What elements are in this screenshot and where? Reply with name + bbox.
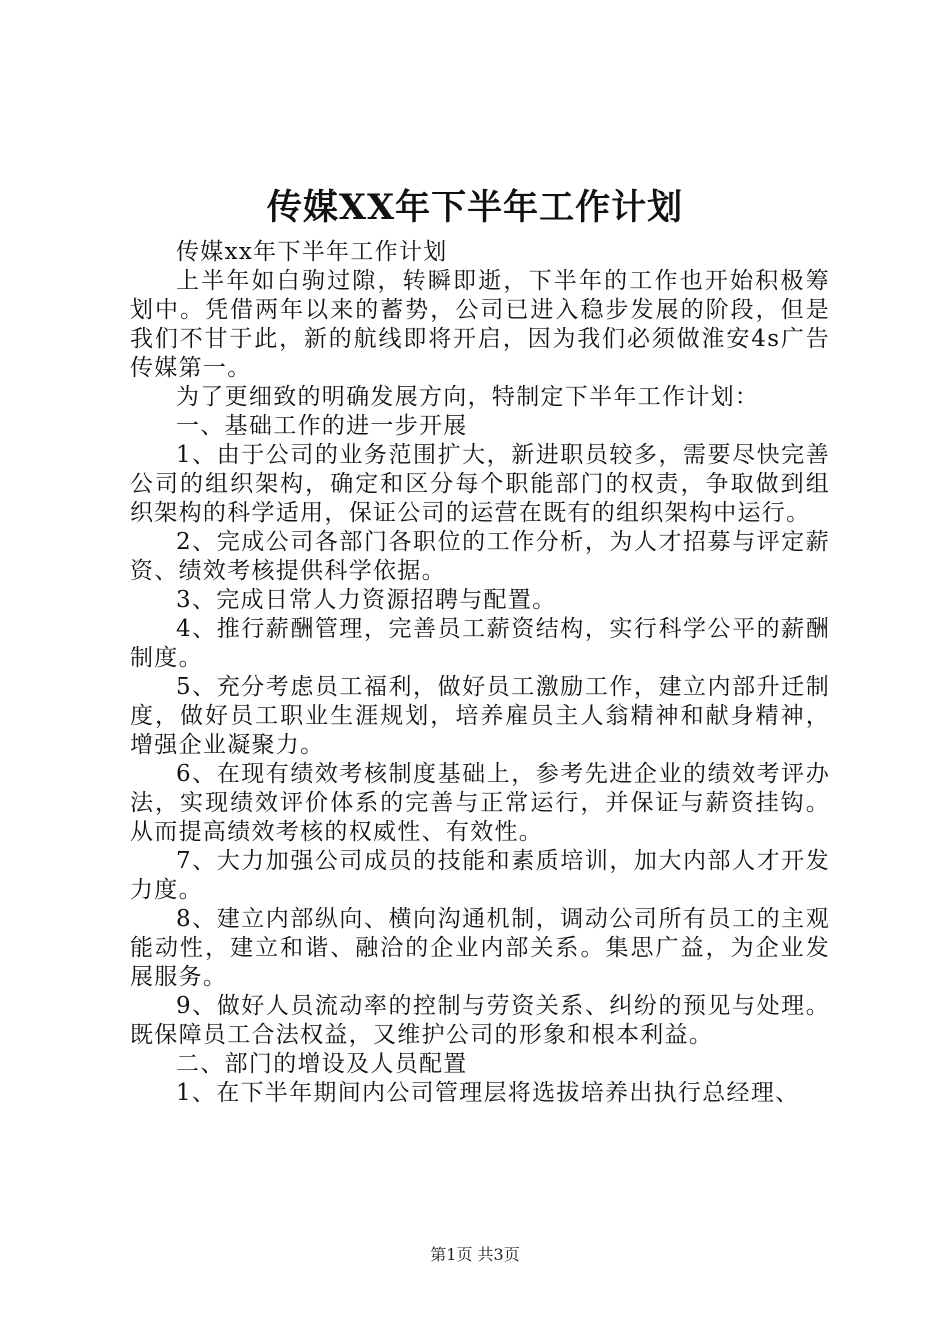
paragraph-item-5: 5、充分考虑员工福利，做好员工激励工作，建立内部升迁制度，做好员工职业生涯规划，培养雇员主人翁精神和献身精神，增强企业凝聚力。 (130, 674, 830, 758)
paragraph-item-7: 7、大力加强公司成员的技能和素质培训，加大内部人才开发力度。 (130, 848, 830, 903)
paragraph-item-3: 3、完成日常人力资源招聘与配置。 (176, 587, 557, 613)
paragraph-item-4: 4、推行薪酬管理，完善员工薪资结构，实行科学公平的薪酬制度。 (130, 616, 830, 671)
paragraph-purpose: 为了更细致的明确发展方向，特制定下半年工作计划： (176, 384, 760, 410)
section-heading-basic-work: 一、基础工作的进一步开展 (176, 413, 468, 439)
document-body (130, 238, 830, 1108)
paragraph-subtitle: 传媒xx年下半年工作计划 (176, 239, 448, 265)
section-heading-departments: 二、部门的增设及人员配置 (176, 1051, 468, 1077)
paragraph-item-2: 2、完成公司各部门各职位的工作分析，为人才招募与评定薪资、绩效考核提供科学依据。 (130, 529, 830, 584)
paragraph-item-9: 9、做好人员流动率的控制与劳资关系、纠纷的预见与处理。既保障员工合法权益，又维护公司的形象和根本利益。 (130, 993, 830, 1048)
page-footer: 第1页 共3页 (430, 1245, 520, 1264)
paragraph-item-8: 8、建立内部纵向、横向沟通机制，调动公司所有员工的主观能动性，建立和谐、融洽的企业内部关系。集思广益，为企业发展服务。 (130, 906, 830, 990)
paragraph-item-6: 6、在现有绩效考核制度基础上，参考先进企业的绩效考评办法，实现绩效评价体系的完善与正常运行，并保证与薪资挂钩。从而提高绩效考核的权威性、有效性。 (130, 761, 830, 845)
paragraph-item-1: 1、由于公司的业务范围扩大，新进职员较多，需要尽快完善公司的组织架构，确定和区分每个职能部门的权责，争取做到组织架构的科学适用，保证公司的运营在既有的组织架构中运行。 (130, 442, 830, 526)
document-title: 传媒XX年下半年工作计划 (266, 187, 684, 228)
paragraph-intro: 上半年如白驹过隙，转瞬即逝，下半年的工作也开始积极筹划中。凭借两年以来的蓄势，公司已进入稳步发展的阶段，但是我们不甘于此，新的航线即将开启，因为我们必须做淮安4s广告传媒第一。 (130, 268, 830, 381)
paragraph-dept-item-1: 1、在下半年期间内公司管理层将选拔培养出执行总经理、 (176, 1080, 800, 1106)
